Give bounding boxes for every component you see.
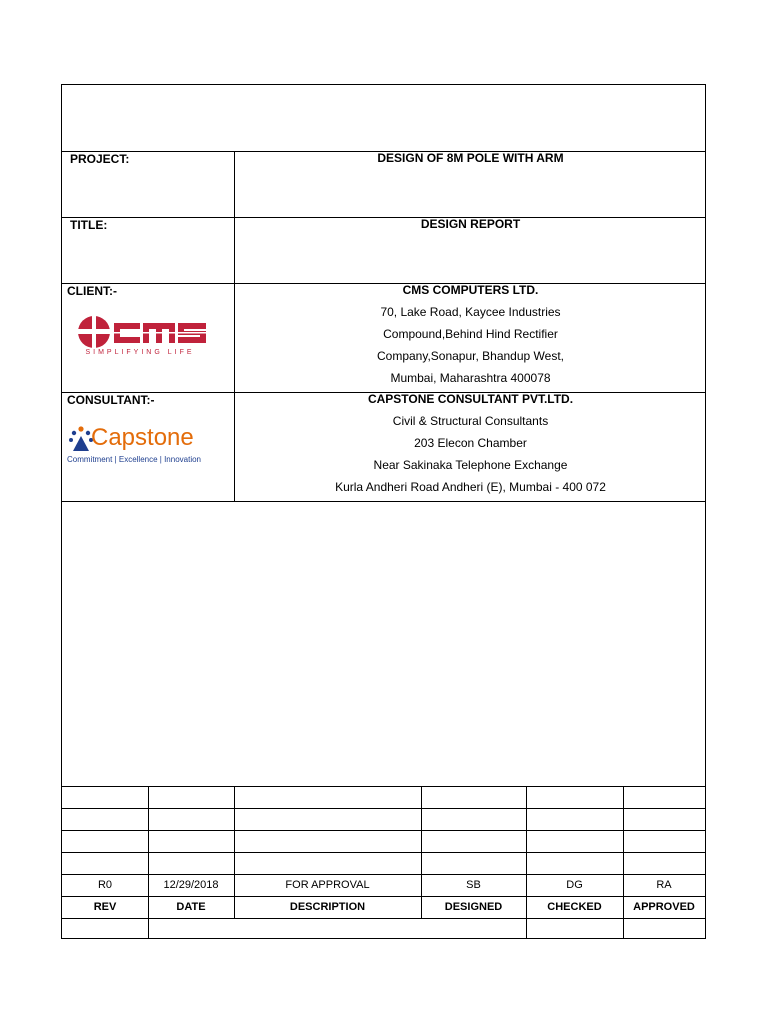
divider	[62, 786, 705, 787]
client-block	[236, 279, 705, 389]
consultant-address-line: Civil & Structural Consultants	[392, 414, 549, 428]
consultant-address-line: Kurla Andheri Road Andheri (E), Mumbai - 400 072	[335, 480, 606, 494]
consultant-address-line: 203 Elecon Chamber	[414, 436, 527, 450]
designed-cell: SB	[466, 879, 481, 891]
rev-cell: R0	[97, 879, 113, 891]
consultant-label: CONSULTANT:-	[67, 393, 155, 407]
rev-header: REV	[93, 901, 117, 913]
divider	[62, 918, 705, 919]
project-label: PROJECT:	[70, 152, 130, 166]
capstone-wordmark: Capstone	[91, 424, 194, 451]
description-header: DESCRIPTION	[289, 901, 366, 913]
title-value-block	[236, 213, 705, 235]
designed-header: DESIGNED	[444, 901, 503, 913]
document-sheet	[61, 84, 706, 939]
checked-header: CHECKED	[547, 901, 602, 913]
client-address-line: Mumbai, Maharashtra 400078	[390, 371, 551, 385]
date-cell: 12/29/2018	[163, 879, 219, 891]
checked-cell: DG	[566, 879, 583, 891]
cms-tagline: SIMPLIFYING LIFE	[85, 349, 195, 356]
description-cell: FOR APPROVAL	[285, 879, 370, 891]
consultant-name: CAPSTONE CONSULTANT PVT.LTD.	[367, 392, 574, 406]
capstone-logo	[67, 423, 217, 469]
capstone-tagline: Commitment | Excellence | Innovation	[67, 455, 201, 464]
approved-header: APPROVED	[633, 901, 695, 913]
client-address-line: 70, Lake Road, Kaycee Industries	[380, 305, 561, 319]
consultant-address-line: Near Sakinaka Telephone Exchange	[373, 458, 568, 472]
client-address-line: Compound,Behind Hind Rectifier	[383, 327, 558, 341]
approved-cell: RA	[656, 879, 672, 891]
date-header: DATE	[176, 901, 206, 913]
title-label: TITLE:	[70, 218, 108, 232]
divider	[62, 852, 705, 853]
cms-logo	[70, 315, 210, 359]
title-value: DESIGN REPORT	[420, 217, 521, 231]
divider	[62, 830, 705, 831]
project-value: DESIGN OF 8M POLE WITH ARM	[377, 151, 564, 165]
project-value-block	[236, 147, 705, 169]
client-label: CLIENT:-	[67, 284, 117, 298]
client-name: CMS COMPUTERS LTD.	[402, 283, 539, 297]
divider	[62, 501, 705, 502]
consultant-block	[236, 388, 705, 498]
divider	[234, 151, 235, 501]
client-address-line: Company,Sonapur, Bhandup West,	[376, 349, 564, 363]
divider	[62, 808, 705, 809]
